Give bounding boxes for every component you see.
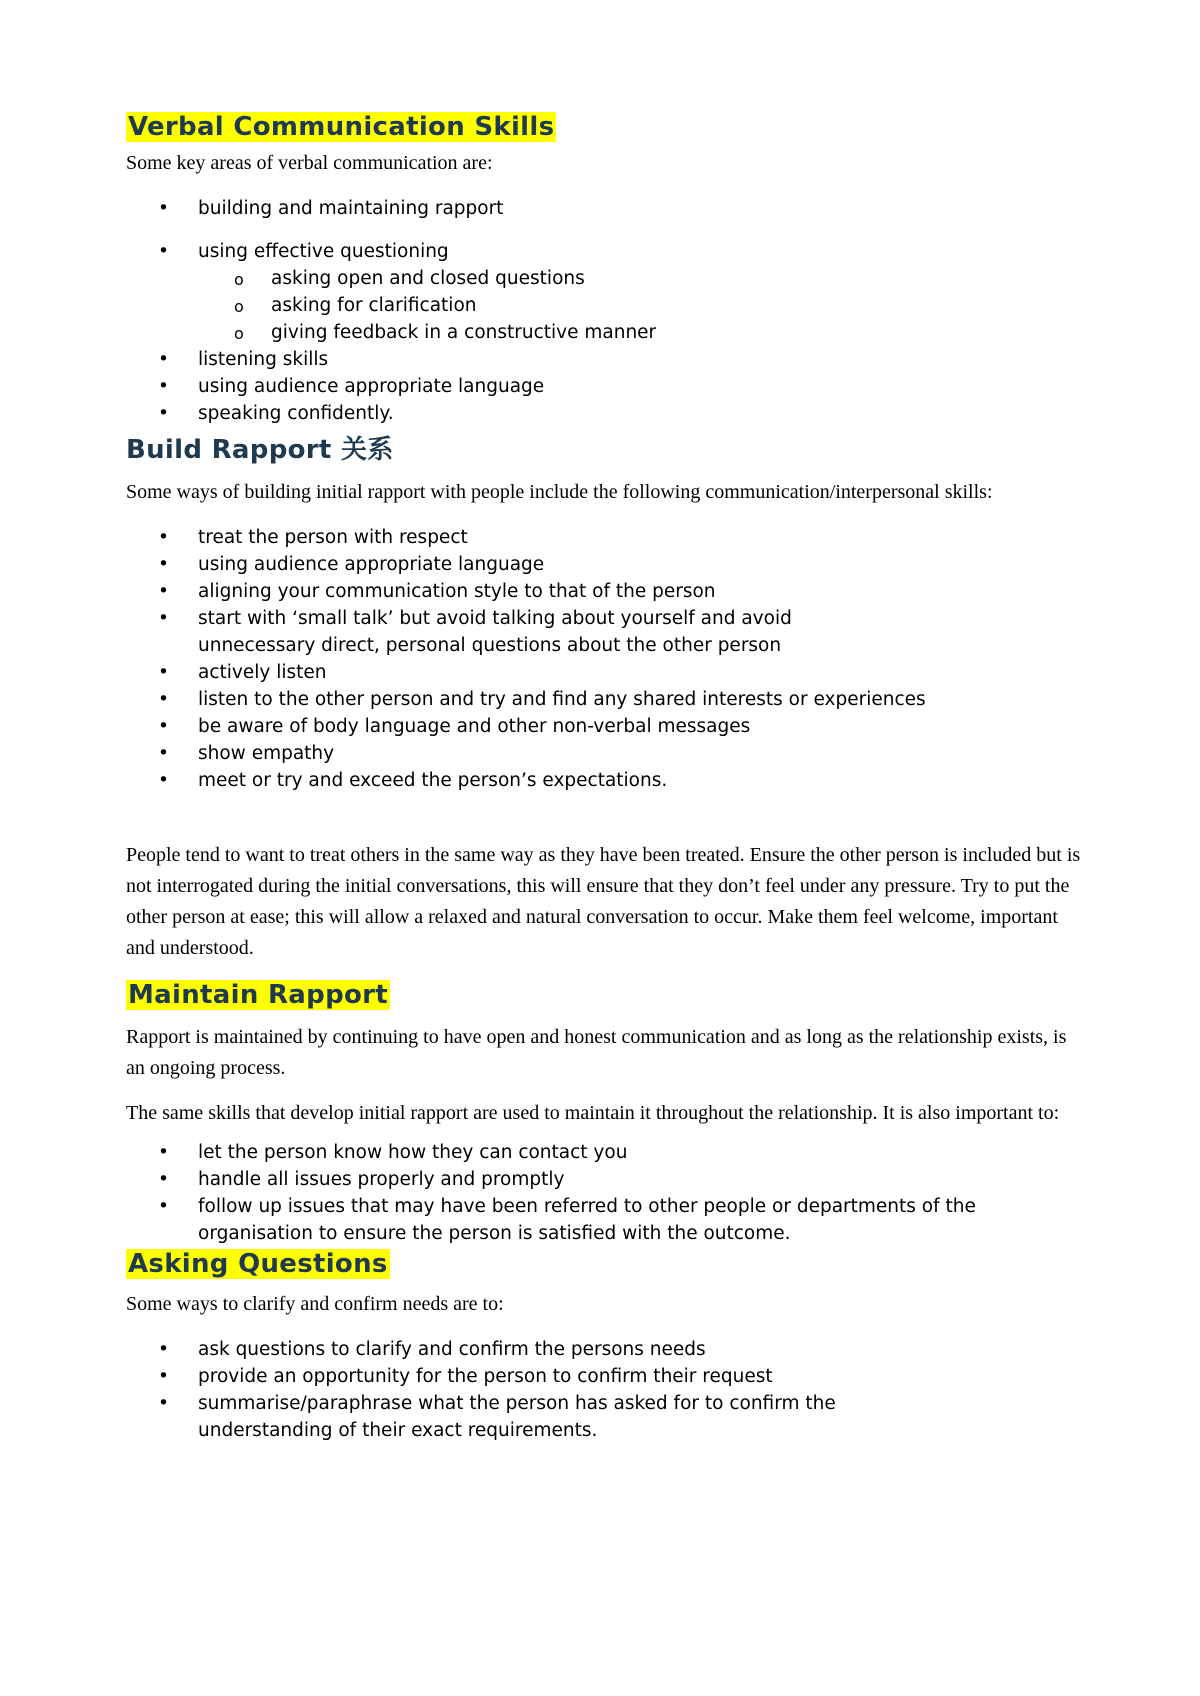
list-item: [126, 373, 1086, 400]
list-item-text: speaking confidently.: [198, 403, 394, 424]
list-item: [126, 686, 1086, 713]
list-item-text: ask questions to clarify and confirm the persons needs: [198, 1339, 706, 1360]
list-item: [126, 1139, 1086, 1166]
heading-build-rapport: Build Rapport 关系: [126, 435, 394, 465]
bullet-marker: •: [158, 716, 169, 737]
heading-maintain-rapport: [126, 978, 1086, 1012]
list-item: [126, 238, 1086, 346]
bullet-marker: •: [158, 1366, 169, 1387]
bullet-marker: •: [158, 376, 169, 397]
body-paragraph: People tend to want to treat others in the same way as they have been treated. Ensure the other person is included but is not interrogated during the initial conversations, this will ensure that they don’t feel under any pressure. Try to put the other person at ease; this will allow a relaxed and natural conversation to occur. Make them feel welcome, important and understood.: [126, 844, 1081, 959]
bullet-marker: •: [158, 1142, 169, 1163]
bullet-marker: •: [158, 743, 169, 764]
sub-list-item-text: asking open and closed questions: [271, 268, 585, 289]
list-item: [126, 578, 1086, 605]
bullet-marker: •: [158, 1393, 169, 1414]
bullet-marker: •: [158, 1169, 169, 1190]
list-item: [126, 551, 1086, 578]
list-item-text: actively listen: [198, 662, 327, 683]
heading-verbal-communication-skills: [126, 110, 1086, 144]
sub-list-item: [126, 265, 1086, 292]
bullet-marker: •: [158, 662, 169, 683]
heading-text: Asking Questions: [128, 1249, 388, 1279]
bullet-list: [126, 1336, 1086, 1444]
list-item: [126, 605, 1086, 659]
bullet-marker: •: [158, 527, 169, 548]
body-paragraph: Rapport is maintained by continuing to have open and honest communication and as long as the relationship exists, is an ongoing process.: [126, 1026, 1067, 1079]
list-item: [126, 400, 1086, 427]
list-item-text: start with ‘small talk’ but avoid talking about yourself and avoid unnecessary direct, personal questions about the other person: [198, 608, 792, 656]
sub-list-item-text: giving feedback in a constructive manner: [271, 322, 657, 343]
list-item-text: aligning your communication style to that of the person: [198, 581, 716, 602]
intro-paragraph: Some ways to clarify and confirm needs are to:: [126, 1293, 504, 1315]
bullet-marker: •: [158, 403, 169, 424]
list-item-text: meet or try and exceed the person’s expectations.: [198, 770, 668, 791]
sub-list-item: [126, 292, 1086, 319]
bullet-marker: •: [158, 198, 169, 219]
list-item: [126, 713, 1086, 740]
list-item-text: listen to the other person and try and find any shared interests or experiences: [198, 689, 926, 710]
list-item: [126, 659, 1086, 686]
bullet-list: [126, 1139, 1086, 1247]
list-item-text: let the person know how they can contact you: [198, 1142, 628, 1163]
bullet-marker: •: [158, 689, 169, 710]
bullet-marker: •: [158, 1339, 169, 1360]
bullet-marker: •: [158, 554, 169, 575]
heading-text: Verbal Communication Skills: [128, 112, 555, 142]
intro-paragraph: Some key areas of verbal communication are:: [126, 152, 493, 174]
list-item-text: listening skills: [198, 349, 329, 370]
list-item-text: be aware of body language and other non-verbal messages: [198, 716, 751, 737]
bullet-marker: •: [158, 349, 169, 370]
list-item-text: using audience appropriate language: [198, 376, 545, 397]
list-item: [126, 1390, 1086, 1444]
list-item: [126, 1166, 1086, 1193]
sub-bullet-marker: o: [234, 297, 244, 316]
list-item-text: summarise/paraphrase what the person has asked for to confirm the understanding of their exact requirements.: [198, 1393, 836, 1441]
list-item: [126, 767, 1086, 794]
bullet-marker: •: [158, 770, 169, 791]
body-paragraph: The same skills that develop initial rapport are used to maintain it throughout the relationship. It is also important to:: [126, 1102, 1060, 1124]
sub-list-item-text: asking for clarification: [271, 295, 477, 316]
bullet-marker: •: [158, 581, 169, 602]
list-item-text: handle all issues properly and promptly: [198, 1169, 565, 1190]
list-item: [126, 346, 1086, 373]
document-body: [126, 110, 1086, 1444]
sub-bullet-marker: o: [234, 270, 244, 289]
sub-list: [198, 265, 1086, 346]
list-item-text: using audience appropriate language: [198, 554, 545, 575]
bullet-marker: •: [158, 608, 169, 629]
bullet-list: [126, 524, 1086, 794]
list-item-text: using effective questioning: [198, 241, 449, 262]
list-item: [126, 524, 1086, 551]
sub-bullet-marker: o: [234, 324, 244, 343]
list-item: [126, 195, 1086, 222]
list-item: [126, 1193, 1086, 1247]
intro-paragraph: Some ways of building initial rapport with people include the following communication/interpersonal skills:: [126, 481, 993, 503]
bullet-marker: •: [158, 1196, 169, 1217]
sub-list-item: [126, 319, 1086, 346]
heading-text: Maintain Rapport: [128, 980, 388, 1010]
list-item: [126, 1363, 1086, 1390]
list-item-text: treat the person with respect: [198, 527, 468, 548]
list-item-text: provide an opportunity for the person to confirm their request: [198, 1366, 773, 1387]
list-item: [126, 740, 1086, 767]
list-item-text: building and maintaining rapport: [198, 198, 504, 219]
list-item-text: show empathy: [198, 743, 335, 764]
list-item-text: follow up issues that may have been referred to other people or departments of the organisation to ensure the person is satisfied with the outcome.: [198, 1196, 976, 1244]
bullet-list: [126, 195, 1086, 427]
bullet-marker: •: [158, 241, 169, 262]
list-item: [126, 1336, 1086, 1363]
heading-asking-questions: [126, 1247, 1086, 1281]
